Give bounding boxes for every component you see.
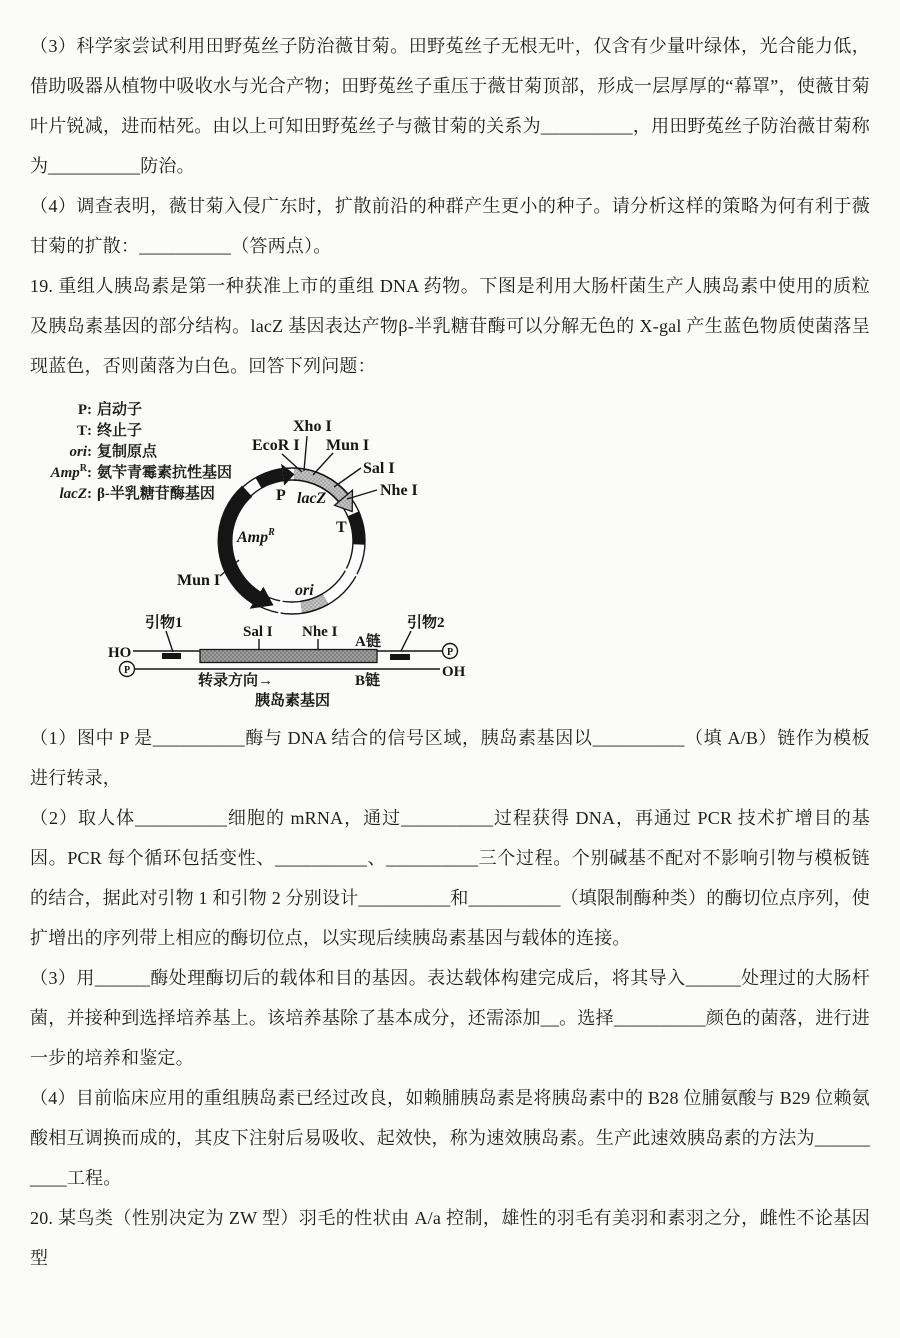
sal1-label: Sal I <box>363 460 395 477</box>
oh-right-label: OH <box>442 664 466 680</box>
legend-row-amp: Amp$^R$: 氨苄青霉素抗性基因 <box>50 463 233 481</box>
xho1-label: Xho I <box>293 418 332 435</box>
legend-row-terminator: T: 终止子 <box>76 423 143 439</box>
gene-map <box>108 613 466 709</box>
question-19-sub4: （4）目前临床应用的重组胰岛素已经过改良，如赖脯胰岛素是将胰岛素中的 B28 位脯氨酸与 B29 位赖氨酸相互调换而成的，其皮下注射后易吸收、起效快，称为速效胰岛素。生产此速效胰岛素的方法为__________工程。 <box>30 1088 870 1188</box>
question-18-part3: （3）科学家尝试利用田野菟丝子防治薇甘菊。田野菟丝子无根无叶，仅含有少量叶绿体，光合能力低，借助吸器从植物中吸收水与光合产物；田野菟丝子重压于薇甘菊顶部，形成一层厚厚的“幕罩”，使薇甘菊叶片锐减，进而枯死。由以上可知田野菟丝子与薇甘菊的关系为__________，用田野菟丝子防治薇甘菊称为__________防治。 <box>30 36 870 176</box>
lacz-label: lacZ <box>297 490 327 507</box>
insulin-gene-bar <box>200 650 377 663</box>
promoter-label: P <box>276 487 286 504</box>
plasmid-map-svg <box>30 394 870 712</box>
primer2-pointer-line <box>401 631 411 651</box>
mun1-left-label: Mun I <box>177 572 221 589</box>
nhe1-gene-label: Nhe I <box>302 624 338 640</box>
question-19-sub3: （3）用______酶处理酶切后的载体和目的基因。表达载体构建完成后，将其导入______处理过的大肠杆菌，并接种到选择培养基上。该培养基除了基本成分，还需添加__。选择__________颜色的菌落，进行进一步的培养和鉴定。 <box>30 968 870 1068</box>
ori-segment <box>301 599 325 607</box>
xho1-line <box>304 436 307 471</box>
legend-row-lacz: lacZ: β-半乳糖苷酶基因 <box>59 486 215 502</box>
phosphate-left-letter: P <box>124 665 131 676</box>
phosphate-right-letter: P <box>447 647 454 658</box>
legend-row-ori: ori: 复制原点 <box>69 444 158 460</box>
ecor1-label: EcoR I <box>252 437 300 454</box>
nhe1-label: Nhe I <box>380 482 418 499</box>
question-19-sub2: （2）取人体__________细胞的 mRNA，通过__________过程获得 DNA，再通过 PCR 技术扩增目的基因。PCR 每个循环包括变性、__________、__________三个过程。个别碱基不配对不影响引物与模板链的结合，据此对引物 1 和引物 2 分别设计__________和__________（填限制酶种类）的酶切位点序列，使扩增出的序列带上相应的酶切位点，以实现后续胰岛素基因与载体的连接。 <box>30 808 870 948</box>
chain-a-label: A链 <box>355 634 381 650</box>
sal1-gene-label: Sal I <box>243 624 273 640</box>
primer1-bar <box>162 653 181 659</box>
insulin-gene-caption: 胰岛素基因 <box>255 693 331 709</box>
terminator-segment <box>353 514 359 545</box>
mun1-top-label: Mun I <box>326 437 370 454</box>
sal1-line <box>334 468 361 487</box>
ho-left-label: HO <box>108 645 132 661</box>
mun1-top-line <box>313 453 333 475</box>
terminator-label: T <box>336 519 347 536</box>
transcription-direction-label: 转录方向→ <box>198 673 274 689</box>
primer2-bar <box>390 654 410 660</box>
question-18-part4: （4）调查表明，薇甘菊入侵广东时，扩散前沿的种群产生更小的种子。请分析这样的策略为何有利于薇甘菊的扩散：__________（答两点）。 <box>30 196 870 256</box>
question-20-intro: 20. 某鸟类（性别决定为 ZW 型）羽毛的性状由 A/a 控制，雄性的羽毛有美羽和素羽之分，雌性不论基因型 <box>30 1208 870 1268</box>
primer2-label: 引物2 <box>407 615 445 631</box>
question-19-sub1: （1）图中 P 是__________酶与 DNA 结合的信号区域，胰岛素基因以__________（填 A/B）链作为模板进行转录， <box>30 728 870 788</box>
question-19-intro: 19. 重组人胰岛素是第一种获准上市的重组 DNA 药物。下图是利用大肠杆菌生产人胰岛素中使用的质粒及胰岛素基因的部分结构。lacZ 基因表达产物β-半乳糖苷酶可以分解无色的 X-gal 产生蓝色物质使菌落呈现蓝色，否则菌落为白色。回答下列问题： <box>30 276 870 376</box>
amp-label: Amp$^R$ <box>237 527 275 546</box>
chain-b-label: B链 <box>355 673 381 689</box>
ori-label: ori <box>295 582 314 599</box>
primer1-label: 引物1 <box>145 615 183 631</box>
plasmid-and-gene-diagram <box>30 394 870 712</box>
legend-row-promoter: P: 启动子 <box>77 402 143 418</box>
primer1-pointer-line <box>166 631 173 652</box>
